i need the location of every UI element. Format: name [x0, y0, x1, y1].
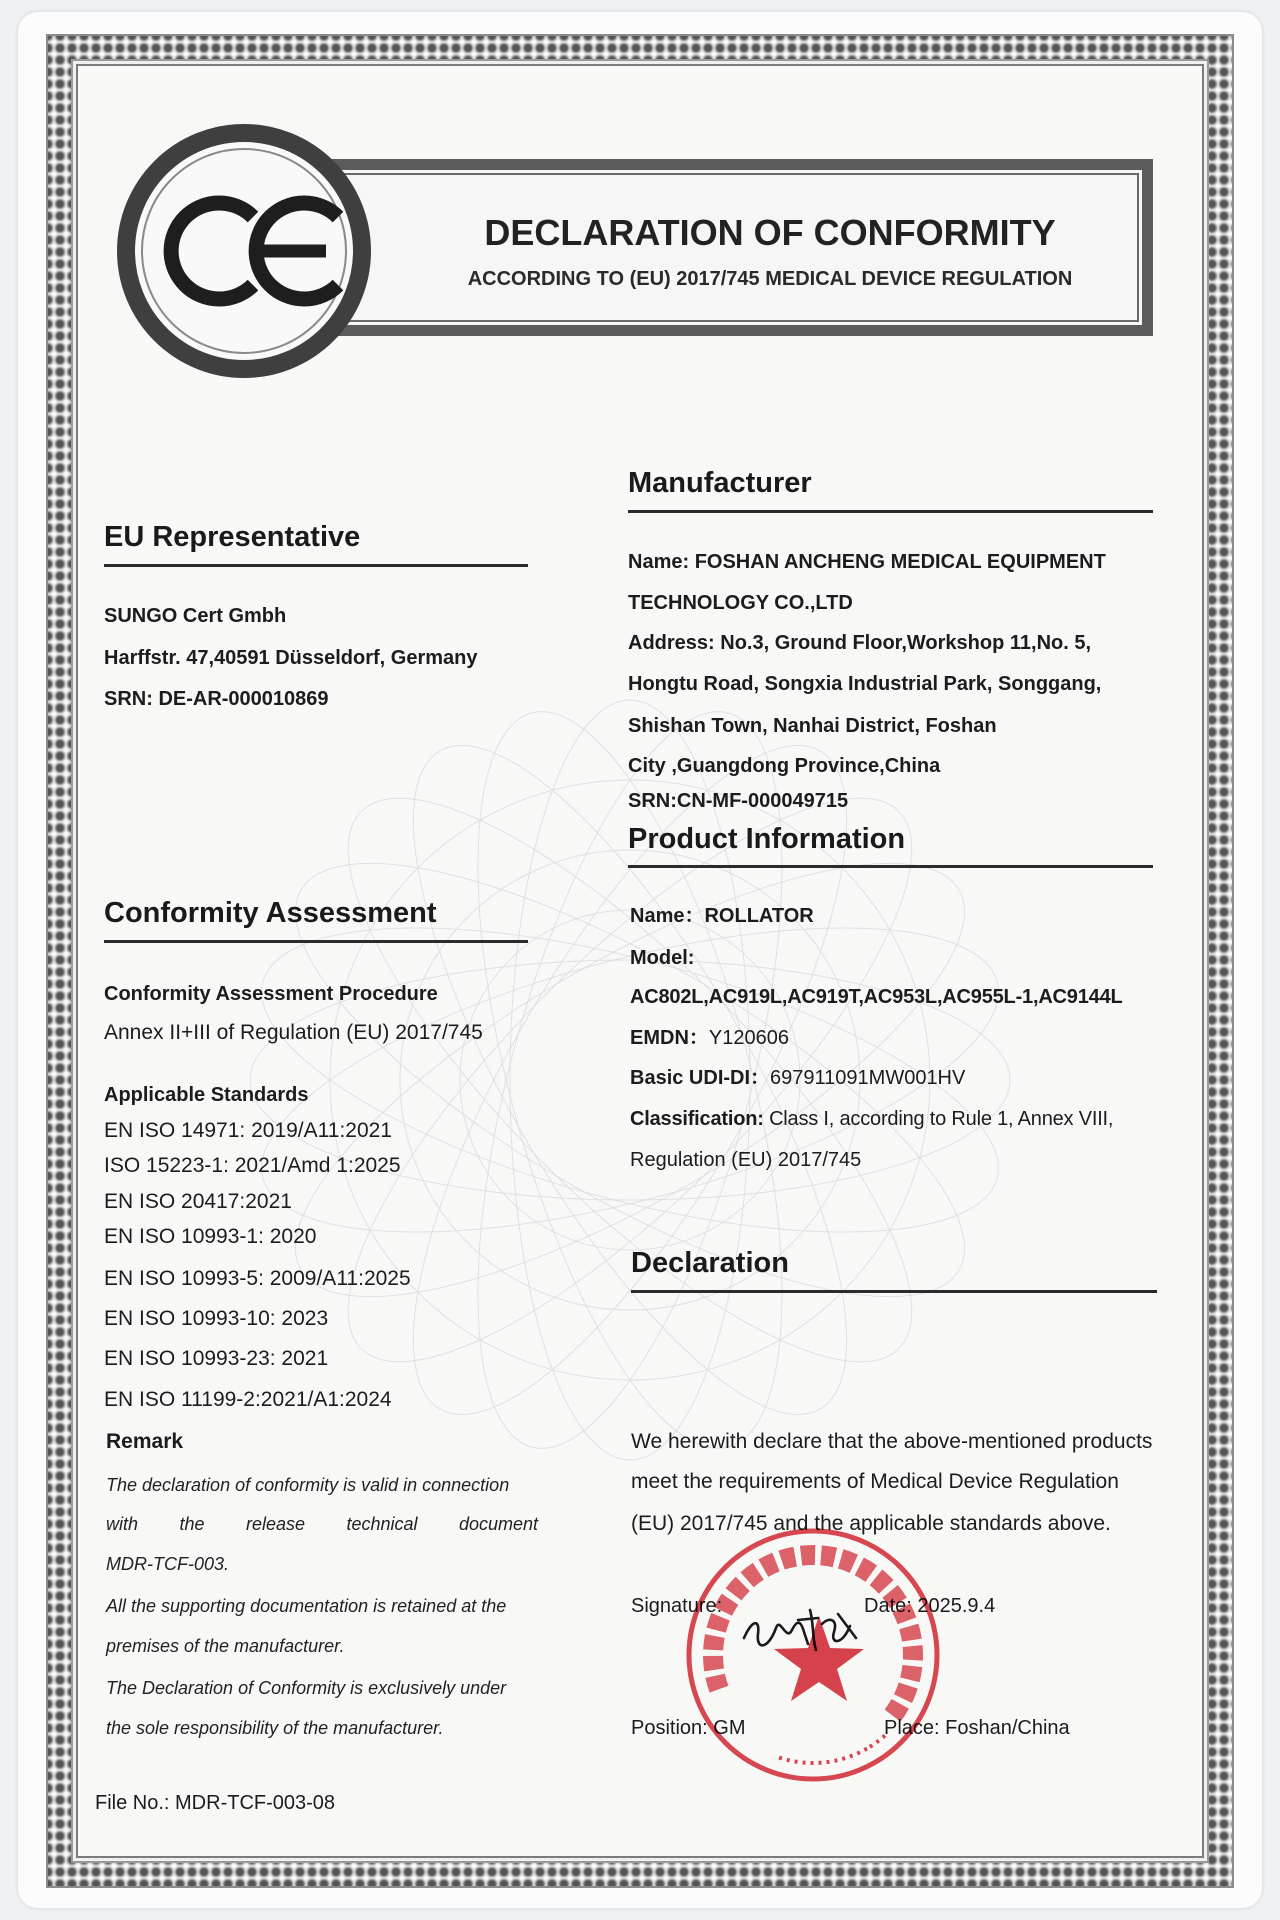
classification-line-2: Regulation (EU) 2017/745 [630, 1149, 862, 1171]
product-name-value: ROLLATOR [704, 905, 814, 927]
heading-rule [104, 564, 528, 567]
classification-line [630, 1107, 1113, 1131]
remark-line: with the release technical document [106, 1514, 538, 1534]
manufacturer-line: Name: FOSHAN ANCHENG MEDICAL EQUIPMENT [628, 551, 1106, 573]
procedure-value: Annex II+III of Regulation (EU) 2017/745 [104, 1021, 483, 1044]
udi-line [630, 1066, 965, 1090]
declaration-heading: Declaration [631, 1247, 789, 1279]
standard-item: EN ISO 11199-2:2021/A1:2024 [104, 1388, 392, 1411]
standard-item: EN ISO 14971: 2019/A11:2021 [104, 1119, 392, 1142]
heading-rule [631, 1290, 1157, 1293]
emdn-line [630, 1026, 789, 1050]
manufacturer-line: Hongtu Road, Songxia Industrial Park, Songgang, [628, 673, 1102, 695]
standards-label: Applicable Standards [104, 1084, 309, 1106]
manufacturer-line: TECHNOLOGY CO.,LTD [628, 592, 853, 614]
remark-line: MDR-TCF-003. [106, 1554, 230, 1574]
company-seal-stamp [680, 1520, 950, 1790]
eu-rep-address: Harffstr. 47,40591 Düsseldorf, Germany [104, 647, 478, 669]
declaration-line: meet the requirements of Medical Device Regulation [631, 1470, 1119, 1493]
udi-value: 697911091MW001HV [770, 1067, 966, 1089]
position-label: Position: [631, 1717, 708, 1739]
model-list: AC802L,AC919L,AC919T,AC953L,AC955L-1,AC9144L [630, 986, 1123, 1008]
remark-line: The Declaration of Conformity is exclusively under [106, 1678, 507, 1698]
product-information-heading: Product Information [628, 823, 906, 855]
udi-label: Basic UDI-DI： [630, 1067, 771, 1089]
heading-rule [104, 940, 528, 943]
product-name-line [630, 904, 814, 928]
standard-item: EN ISO 10993-5: 2009/A11:2025 [104, 1267, 411, 1290]
document-title: DECLARATION OF CONFORMITY [484, 212, 1056, 253]
place-label: Place: [884, 1717, 940, 1739]
manufacturer-heading: Manufacturer [628, 467, 812, 499]
signature-label: Signature: [631, 1595, 723, 1617]
emdn-value: Y120606 [708, 1027, 789, 1049]
standard-item: EN ISO 10993-1: 2020 [104, 1225, 317, 1248]
ce-mark-logo [114, 121, 374, 381]
standard-item: EN ISO 20417:2021 [104, 1190, 292, 1213]
remark-line: premises of the manufacturer. [106, 1636, 345, 1656]
heading-rule [628, 865, 1153, 868]
manufacturer-line: Address: No.3, Ground Floor,Workshop 11,No. 5, [628, 632, 1092, 654]
standard-item: EN ISO 10993-10: 2023 [104, 1307, 329, 1330]
remark-line: The declaration of conformity is valid in connection [106, 1475, 510, 1495]
declaration-line: (EU) 2017/745 and the applicable standards above. [631, 1512, 1111, 1535]
product-name-label: Name： [630, 905, 705, 927]
date-label: Date: [864, 1595, 912, 1617]
file-number: File No.: MDR-TCF-003-08 [95, 1792, 336, 1814]
document-subtitle: ACCORDING TO (EU) 2017/745 MEDICAL DEVICE REGULATION [467, 268, 1073, 290]
eu-representative-heading: EU Representative [104, 521, 361, 553]
place-value: Foshan/China [945, 1717, 1070, 1739]
remark-line: All the supporting documentation is retained at the [106, 1596, 507, 1616]
date-value: 2025.9.4 [917, 1595, 996, 1617]
model-label: Model: [630, 947, 695, 969]
conformity-assessment-heading: Conformity Assessment [104, 897, 437, 929]
eu-rep-name: SUNGO Cert Gmbh [104, 605, 287, 627]
heading-rule [628, 510, 1153, 513]
standard-item: EN ISO 10993-23: 2021 [104, 1347, 329, 1370]
position-value: GM [713, 1717, 746, 1739]
eu-rep-srn: SRN: DE-AR-000010869 [104, 688, 329, 710]
declaration-line: We herewith declare that the above-mentioned products [631, 1430, 1153, 1453]
classification-label: Classification: [630, 1108, 764, 1130]
manufacturer-line: Shishan Town, Nanhai District, Foshan [628, 715, 997, 737]
remark-line: the sole responsibility of the manufacturer. [106, 1718, 444, 1738]
manufacturer-srn: SRN:CN-MF-000049715 [628, 790, 849, 812]
remark-label: Remark [106, 1430, 184, 1453]
standard-item: ISO 15223-1: 2021/Amd 1:2025 [104, 1154, 401, 1177]
procedure-label: Conformity Assessment Procedure [104, 983, 438, 1005]
classification-value: Class I, according to Rule 1, Annex VIII, [769, 1108, 1114, 1130]
emdn-label: EMDN： [630, 1027, 709, 1049]
manufacturer-line: City ,Guangdong Province,China [628, 755, 941, 777]
